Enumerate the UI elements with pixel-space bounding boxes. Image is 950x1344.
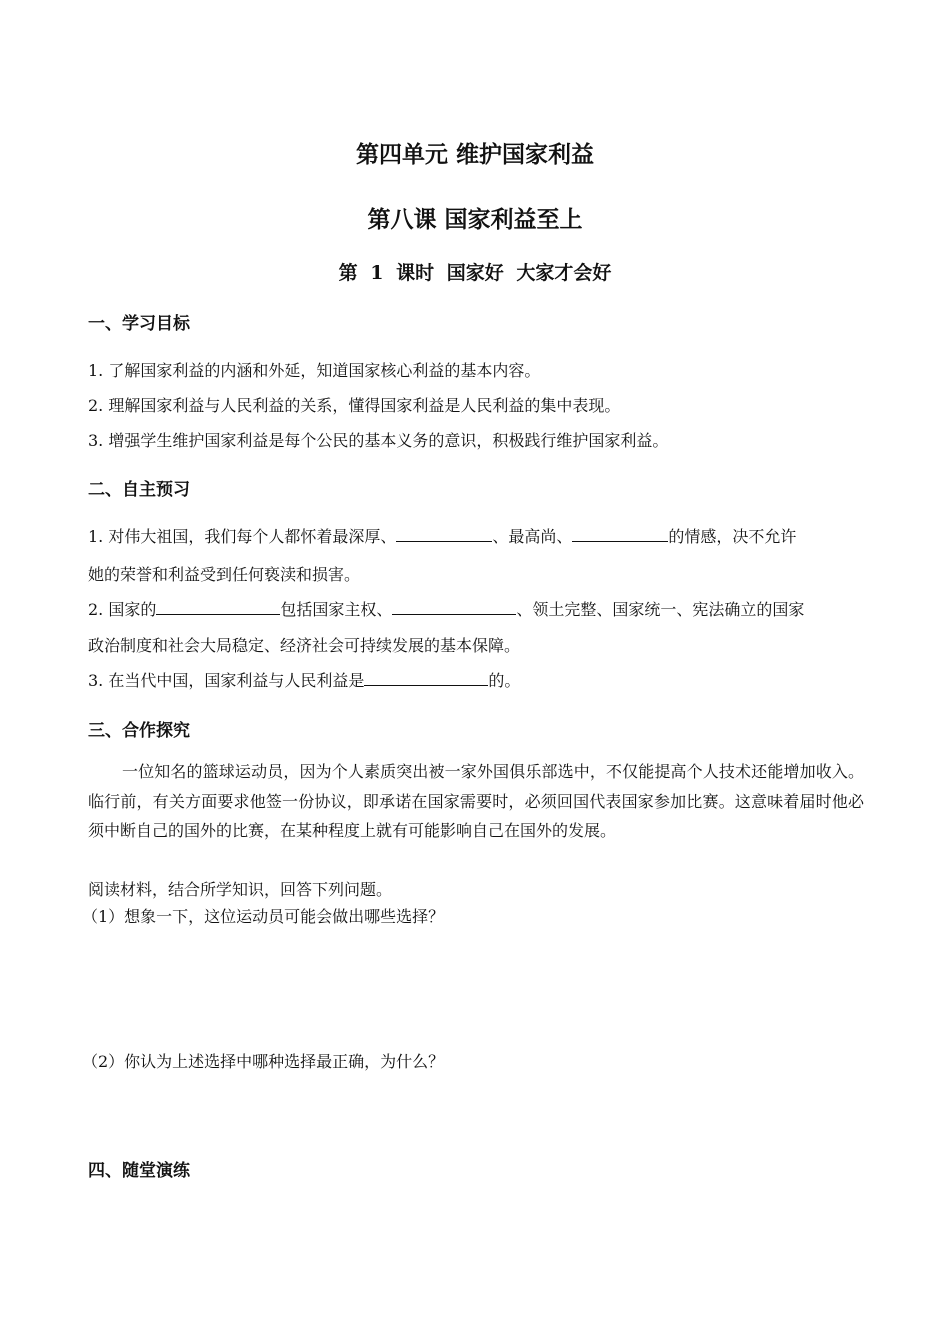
objective-item: 3. 增强学生维护国家利益是每个公民的基本义务的意识，积极践行维护国家利益。 xyxy=(88,431,669,450)
fill-blank[interactable] xyxy=(572,526,668,542)
period-title: 第 1 课时 国家好 大家才会好 xyxy=(338,262,612,284)
preview-question-3 xyxy=(88,668,520,691)
preview-text: 、领土完整、国家统一、宪法确立的国家 xyxy=(516,600,805,619)
preview-question-1 xyxy=(88,524,796,547)
fill-blank[interactable] xyxy=(392,599,516,615)
preview-question-2-cont: 政治制度和社会大局稳定、经济社会可持续发展的基本保障。 xyxy=(88,636,521,655)
preview-question-2 xyxy=(88,597,804,620)
inquiry-instruction: 阅读材料，结合所学知识，回答下列问题。 xyxy=(88,880,393,899)
preview-text: 的。 xyxy=(488,671,521,690)
section-heading-objectives: 一、学习目标 xyxy=(88,314,190,334)
preview-text: 3. 在当代中国，国家利益与人民利益是 xyxy=(88,671,365,690)
preview-text: 、最高尚、 xyxy=(492,527,573,546)
section-heading-inquiry: 三、合作探究 xyxy=(88,721,190,741)
section-heading-practice: 四、随堂演练 xyxy=(88,1161,190,1181)
preview-text: 的情感，决不允许 xyxy=(668,527,797,546)
inquiry-question-1: （1）想象一下，这位运动员可能会做出哪些选择？ xyxy=(82,907,445,926)
preview-text: 1. 对伟大祖国，我们每个人都怀着最深厚、 xyxy=(88,527,397,546)
fill-blank[interactable] xyxy=(396,526,492,542)
unit-title: 第四单元 维护国家利益 xyxy=(355,142,594,168)
inquiry-material: 一位知名的篮球运动员，因为个人素质突出被一家外国俱乐部选中，不仅能提高个人技术还能增加收入。临行前，有关方面要求他签一份协议，即承诺在国家需要时，必须回国代表国家参加比赛。这意味着届时他必须中断自己的国外的比赛，在某种程度上就有可能影响自己在国外的发展。 xyxy=(88,762,864,840)
preview-text: 包括国家主权、 xyxy=(280,600,393,619)
objective-item: 1. 了解国家利益的内涵和外延，知道国家核心利益的基本内容。 xyxy=(88,361,541,380)
lesson-title: 第八课 国家利益至上 xyxy=(367,207,583,233)
section-heading-preview: 二、自主预习 xyxy=(88,480,190,500)
objective-item: 2. 理解国家利益与人民利益的关系，懂得国家利益是人民利益的集中表现。 xyxy=(88,396,621,415)
preview-question-1-cont: 她的荣誉和利益受到任何亵渎和损害。 xyxy=(88,565,361,584)
fill-blank[interactable] xyxy=(156,599,280,615)
preview-text: 2. 国家的 xyxy=(88,600,157,619)
fill-blank[interactable] xyxy=(364,670,488,686)
inquiry-question-2: （2）你认为上述选择中哪种选择最正确，为什么？ xyxy=(82,1052,445,1071)
